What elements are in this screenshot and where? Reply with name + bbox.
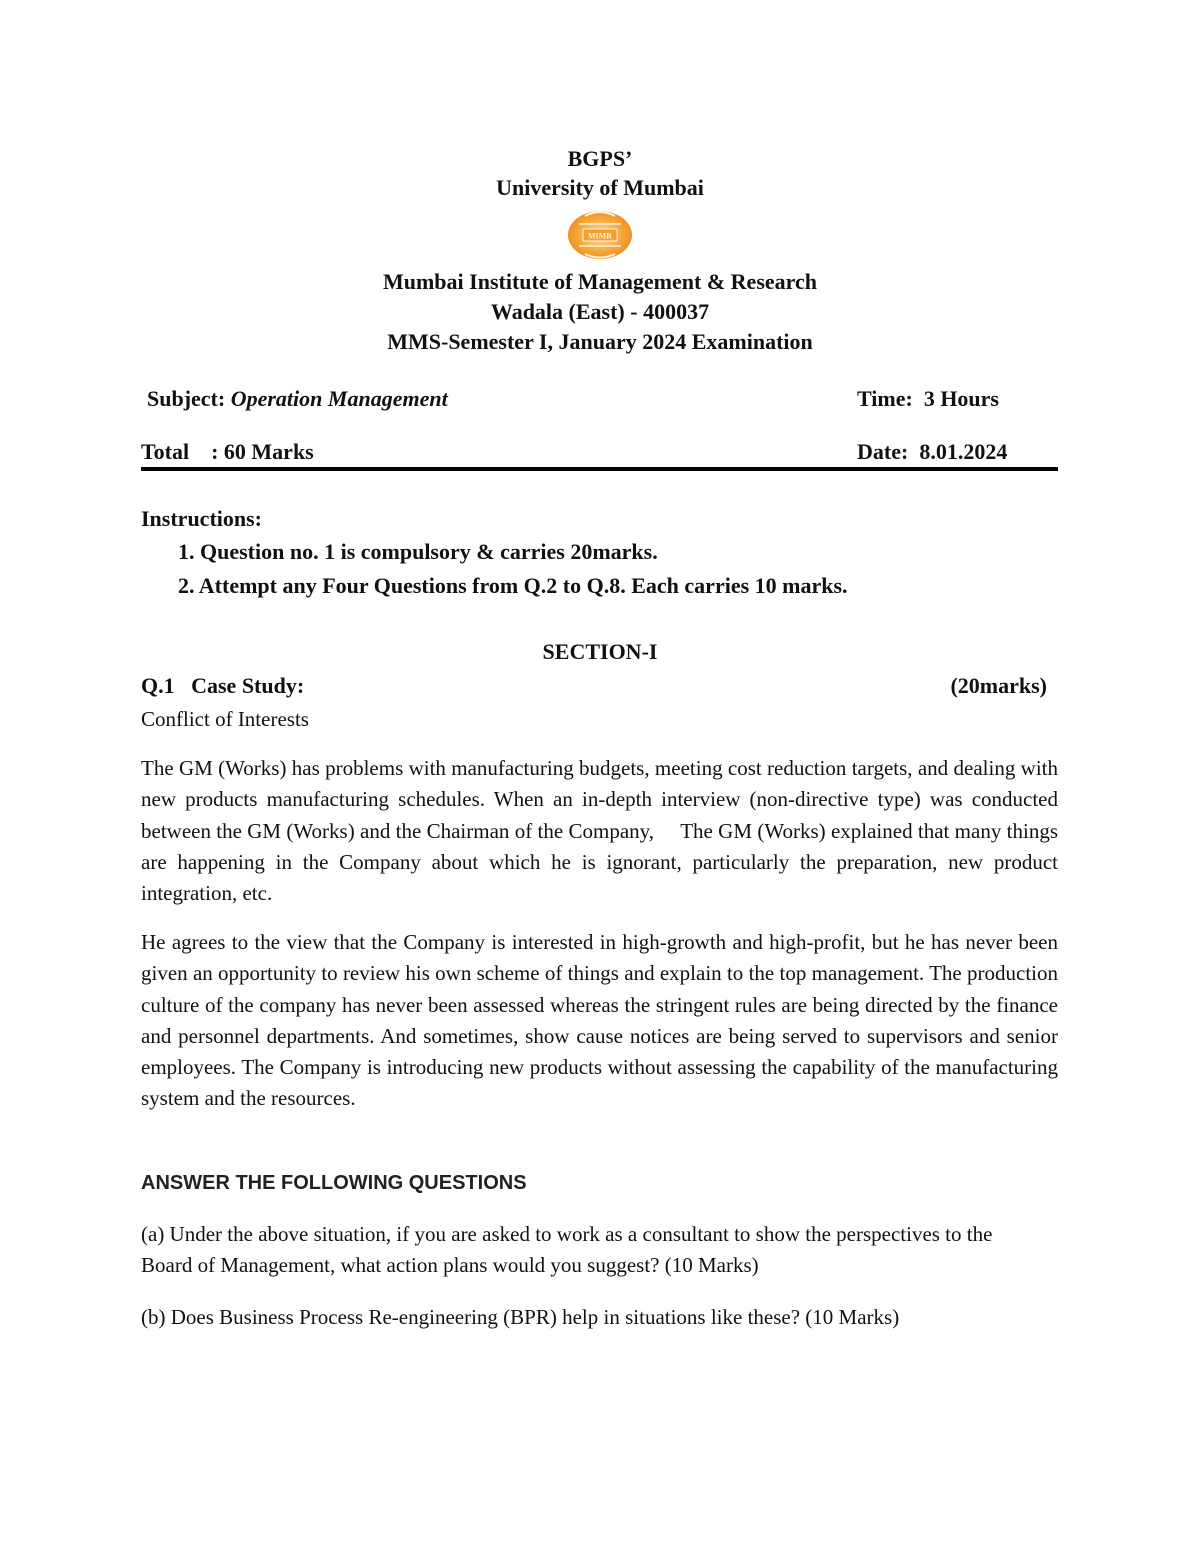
answer-heading: ANSWER THE FOLLOWING QUESTIONS bbox=[141, 1172, 527, 1194]
date-label: Date: bbox=[857, 439, 909, 464]
sub-question: (a) Under the above situation, if you are asked to work as a consultant to show the perspectives to the Board of Management, what action plans would you suggest? (10 Marks) bbox=[141, 1222, 993, 1278]
header-line-bgps: BGPS’ bbox=[567, 146, 633, 171]
instructions-title: Instructions: bbox=[141, 506, 263, 531]
time-label: Time: bbox=[857, 386, 913, 411]
exam-title: MMS-Semester I, January 2024 Examination bbox=[387, 329, 813, 354]
total-value: : 60 Marks bbox=[211, 439, 314, 464]
subject-value: Operation Management bbox=[230, 386, 448, 411]
section-title: SECTION-I bbox=[542, 639, 658, 664]
institute-logo bbox=[565, 206, 635, 262]
case-title: Conflict of Interests bbox=[141, 707, 309, 731]
question-marks: (20marks) bbox=[950, 673, 1047, 698]
sub-question: (b) Does Business Process Re-engineering (BPR) help in situations like these? (10 Marks) bbox=[141, 1305, 900, 1329]
date-value: 8.01.2024 bbox=[919, 439, 1008, 464]
time-value: 3 Hours bbox=[923, 386, 999, 411]
subject-label: Subject: bbox=[147, 386, 226, 411]
question-label: Q.1 Case Study: bbox=[141, 673, 305, 698]
institute-name: Mumbai Institute of Management & Research bbox=[382, 269, 818, 294]
instruction-item: 2. Attempt any Four Questions from Q.2 to Q.8. Each carries 10 marks. bbox=[178, 573, 848, 598]
subject-field bbox=[147, 385, 448, 413]
header-university: University of Mumbai bbox=[496, 175, 704, 200]
date-field bbox=[857, 438, 1007, 466]
institute-address: Wadala (East) - 400037 bbox=[490, 299, 710, 324]
header-divider bbox=[141, 467, 1058, 471]
total-label: Total bbox=[141, 439, 190, 464]
case-paragraph: The GM (Works) has problems with manufacturing budgets, meeting cost reduction targets, and dealing with new products manufacturing schedules. When an in-depth interview (non-directive type) was conducted between the GM (Works) and the Chairman of the Company, The GM (Works) explained that many things are happening in the Company about which he is ignorant, particularly the preparation, new product integration, etc. bbox=[141, 756, 1064, 906]
case-paragraph: He agrees to the view that the Company is interested in high-growth and high-profit, but he has never been given an opportunity to review his own scheme of things and explain to the top management. The production culture of the company has never been assessed whereas the stringent rules are being directed by the finance and personnel departments. And sometimes, show cause notices are being served to supervisors and senior employees. The Company is introducing new products without assessing the capability of the manufacturing system and the resources. bbox=[141, 930, 1058, 1111]
total-field bbox=[141, 438, 314, 466]
instruction-item: 1. Question no. 1 is compulsory & carries 20marks. bbox=[178, 539, 658, 564]
time-field bbox=[857, 385, 999, 413]
logo-text: MIMR bbox=[588, 231, 612, 241]
